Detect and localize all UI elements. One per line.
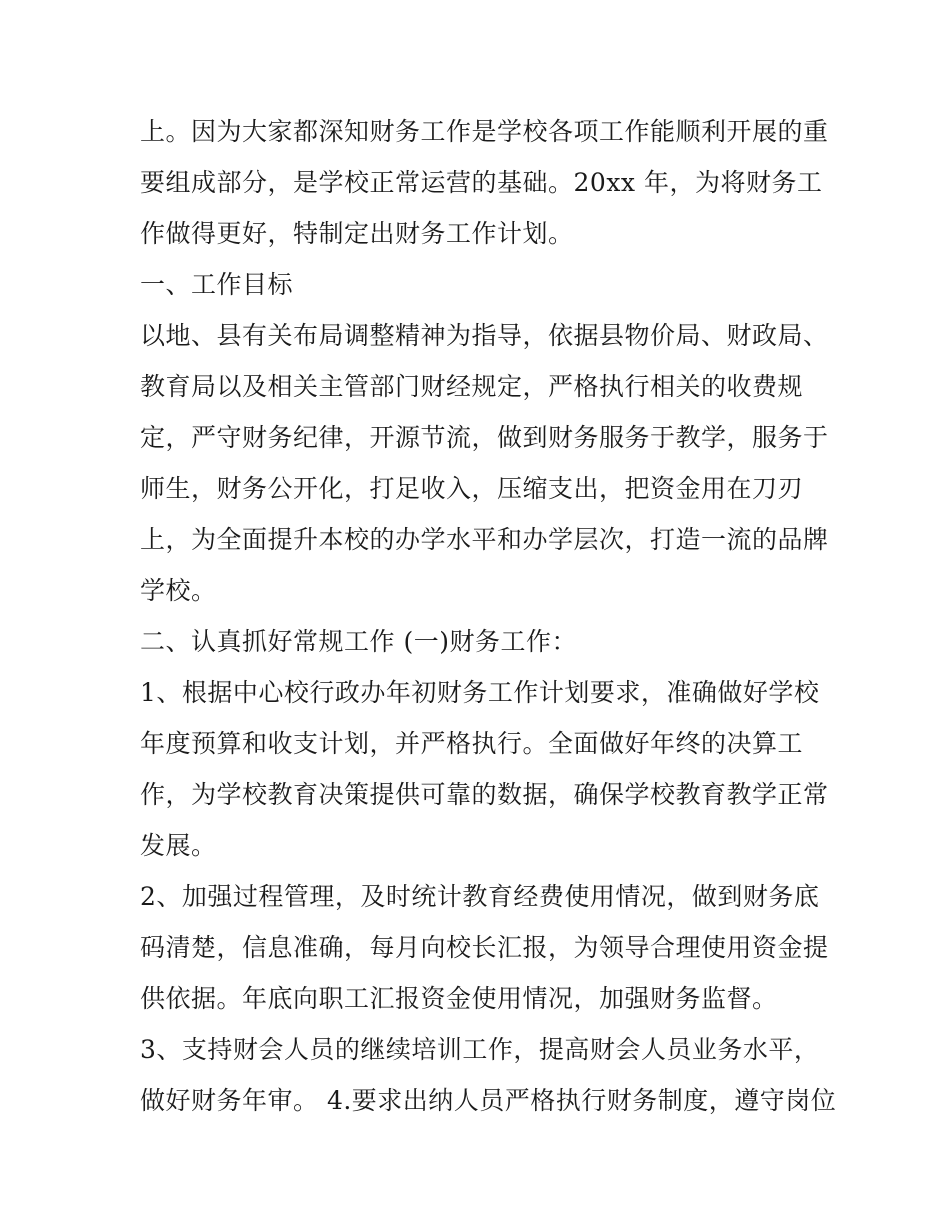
text-line: 年度预算和收支计划，并严格执行。全面做好年终的决算工 — [140, 729, 804, 758]
text-line: 师生，财务公开化，打足收入，压缩支出，把资金用在刀刃 — [140, 474, 804, 503]
text-line: 做好财务年审。 4.要求出纳人员严格执行财务制度，遵守岗位 — [140, 1086, 837, 1115]
text-line: 作做得更好，特制定出财务工作计划。 — [140, 219, 574, 248]
text-line: 上。因为大家都深知财务工作是学校各项工作能顺利开展的重 — [140, 117, 829, 146]
text-line: 学校。 — [140, 576, 217, 605]
text-line: 定，严守财务纪律，开源节流，做到财务服务于教学，服务于 — [140, 423, 829, 452]
text-line: 3、支持财会人员的继续培训工作，提高财会人员业务水平， — [140, 1035, 820, 1064]
text-line: 教育局以及相关主管部门财经规定，严格执行相关的收费规 — [140, 372, 804, 401]
document-body — [140, 106, 837, 1126]
section-heading: 二、认真抓好常规工作 (一)财务工作： — [140, 627, 577, 656]
section-heading: 一、工作目标 — [140, 270, 294, 299]
text-line: 发展。 — [140, 831, 217, 860]
text-line: 2、加强过程管理，及时统计教育经费使用情况，做到财务底 — [140, 882, 820, 911]
text-line: 以地、县有关布局调整精神为指导，依据县物价局、财政局、 — [140, 321, 829, 350]
text-line: 作，为学校教育决策提供可靠的数据，确保学校教育教学正常 — [140, 780, 829, 809]
text-line: 要组成部分，是学校正常运营的基础。20xx 年，为将财务工 — [140, 168, 823, 197]
text-line: 1、根据中心校行政办年初财务工作计划要求，准确做好学校 — [140, 678, 820, 707]
text-line: 供依据。年底向职工汇报资金使用情况，加强财务监督。 — [140, 984, 778, 1013]
text-line: 码清楚，信息准确，每月向校长汇报，为领导合理使用资金提 — [140, 933, 829, 962]
text-line: 上，为全面提升本校的办学水平和办学层次，打造一流的品牌 — [140, 525, 829, 554]
